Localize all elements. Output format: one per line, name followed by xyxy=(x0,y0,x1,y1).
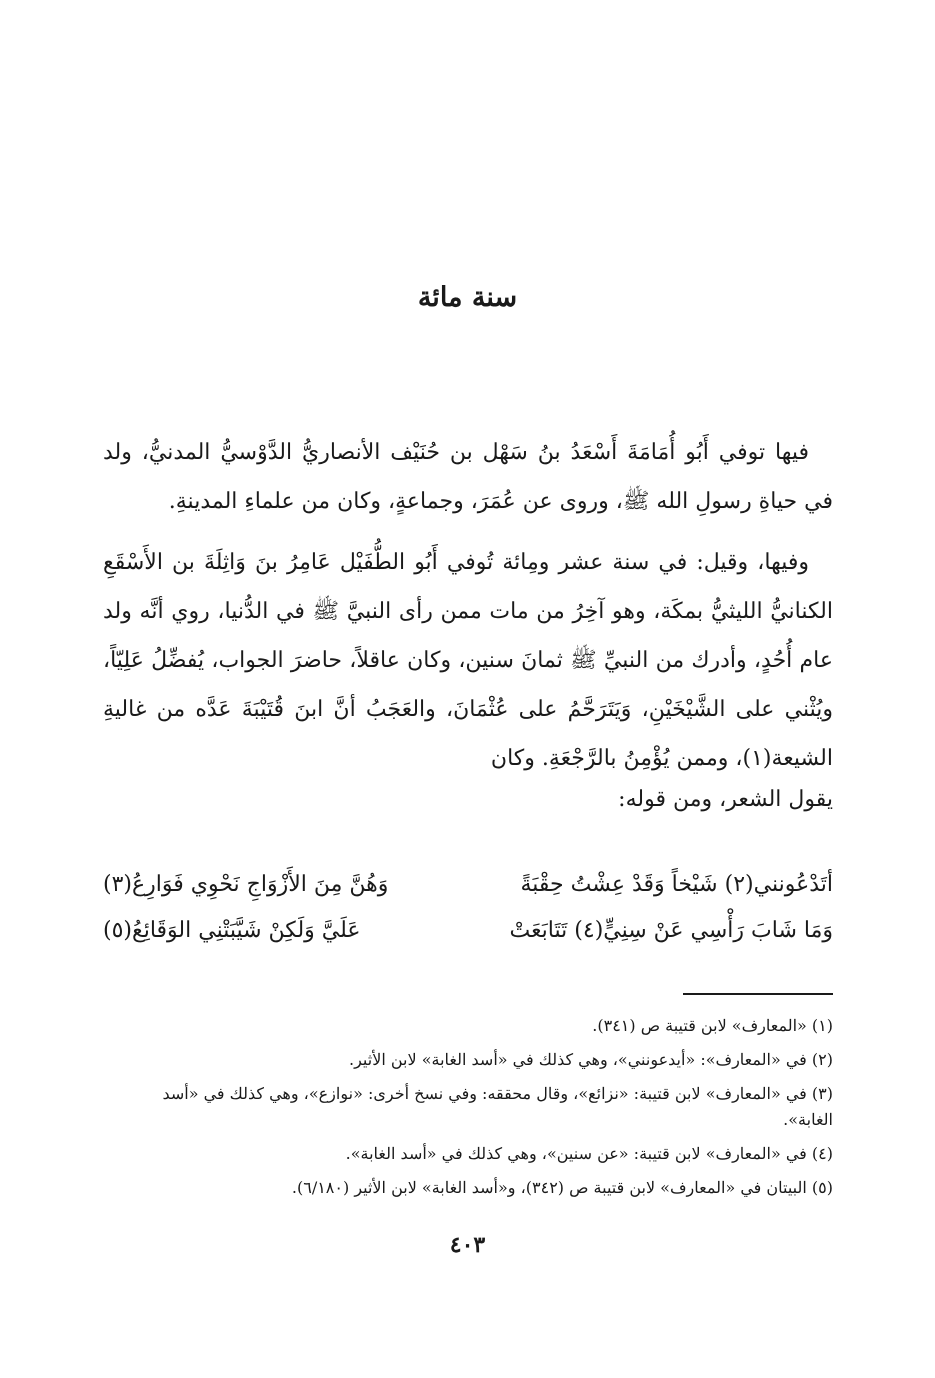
footnote-3: (٣) في «المعارف» لابن قتيبة: «نزائع»، وقال محققه: وفي نسخ أخرى: «نوازع»، وهي كذلك في «أسد الغابة». xyxy=(162,1084,833,1129)
verse-intro: يقول الشعر، ومن قوله: xyxy=(618,787,833,812)
verse-second-hemistich: وَهُنَّ مِنَ الأَزْوَاجِ نَحْوِي فَوَارِعُ(٣) xyxy=(103,872,389,897)
verse-first-hemistich: أتَدْعُونني(٢) شَيْخاً وَقَدْ عِشْتُ حِقْبَةً xyxy=(520,872,833,897)
verse-line xyxy=(103,908,833,954)
main-text xyxy=(103,428,833,816)
paragraph-abu-umama: فيها توفي أَبُو أُمَامَةَ أَسْعَدُ بنُ سَهْل بن حُنَيْف الأنصاريُّ الدَّوْسيُّ المدنيُّ، ولد في حياةِ رسولِ الله ﷺ، وروى عن عُمَرَ، وجماعةٍ، وكان من علماءِ المدينةِ. xyxy=(103,440,833,514)
footnote-separator xyxy=(683,993,833,995)
footnote-4: (٤) في «المعارف» لابن قتيبة: «عن سنين»، وهي كذلك في «أسد الغابة». xyxy=(345,1144,833,1163)
footnote-5: (٥) البيتان في «المعارف» لابن قتيبة ص (٣٤٢)، و«أسد الغابة» لابن الأثير (٦/١٨٠). xyxy=(291,1178,833,1197)
verse-second-hemistich: عَلَيَّ وَلَكِنْ شَيَّبَتْنِي الوَقَائِعُ(٥) xyxy=(103,918,361,943)
footnote-2: (٢) في «المعارف»: «أيدعونني»، وهي كذلك في «أسد الغابة» لابن الأثير. xyxy=(349,1050,833,1069)
verse-first-hemistich: وَمَا شَابَ رَأْسِي عَنْ سِنِيٍّ(٤) تَتَابَعَتْ xyxy=(509,918,833,943)
page-number: ٤٠٣ xyxy=(449,1232,486,1258)
chapter-heading: سنة مائة xyxy=(417,282,518,313)
paragraph-abu-tufayl: وفيها، وقيل: في سنة عشر ومِائة تُوفي أَبُو الطُّفَيْل عَامِرُ بنَ وَاثِلَةَ بن الأَسْقَعِ الكنانيُّ الليثيُّ بمكَة، وهو آخِرُ من مات ممن رأى النبيَّ ﷺ في الدُّنيا، روي أنَّه ولد عام أُحُدٍ، وأدرك من النبيِّ ﷺ ثمانَ سنين، وكان عاقلاً، حاضرَ الجواب، يُفضِّلُ عَلِيّاً، ويُثْني على الشَّيْخَيْنِ، وَيَتَرَحَّمُ على عُثْمَانَ، والعَجَبُ أنَّ ابنَ قُتَيْبَةَ عَدَّه من غاليةِ الشيعة(١)، وممن يُؤْمِنُ بالرَّجْعَةِ. وكان xyxy=(103,550,833,771)
footnote-1: (١) «المعارف» لابن قتيبة ص (٣٤١). xyxy=(592,1016,833,1035)
footnotes xyxy=(108,1013,833,1209)
poem xyxy=(103,862,833,954)
verse-line xyxy=(103,862,833,908)
